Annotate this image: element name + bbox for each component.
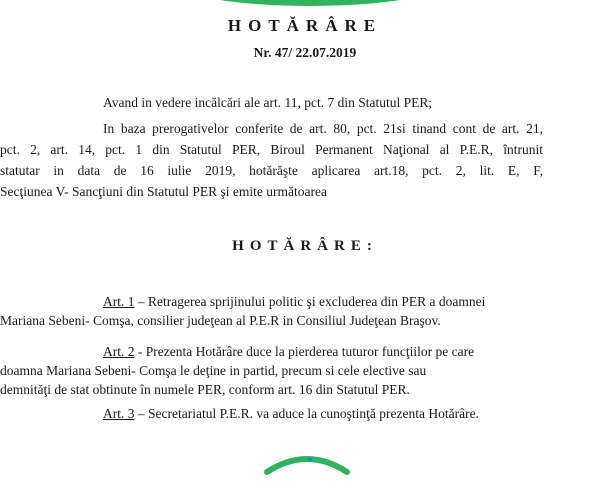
article-2 <box>0 342 543 399</box>
article-text: - Prezenta Hotărâre duce la pierderea tuturor funcţiilor pe care <box>134 344 475 359</box>
header-logo-arc <box>160 0 460 6</box>
article-text: – Retragerea sprijinului politic şi excluderea din PER a doamnei <box>134 294 486 309</box>
preamble-line: In baza prerogativelor conferite de art. 80, pct. 21si tinand cont de art. 21, <box>103 121 543 136</box>
article-3 <box>103 404 543 423</box>
article-label: Art. 3 <box>103 406 135 421</box>
preamble-line: Secţiunea V- Sancţiuni din Statutul PER şi emite următoarea <box>0 184 327 199</box>
article-label: Art. 2 <box>103 344 135 359</box>
preamble-paragraph-1: Avand in vedere incălcări ale art. 11, pct. 7 din Statutul PER; <box>103 95 433 110</box>
article-text: doamna Mariana Sebeni- Comşa le deţine in partid, precum si cele elective sau <box>0 363 427 378</box>
document-title: HOTĂRÂRE <box>227 16 383 35</box>
article-text: Mariana Sebeni- Comşa, consilier judeţean al P.E.R in Consiliul Judeţean Braşov. <box>0 313 441 328</box>
preamble-paragraph-2 <box>0 118 543 202</box>
article-1 <box>0 292 543 330</box>
decision-number: Nr. 47/ 22.07.2019 <box>253 45 357 60</box>
article-text: – Secretariatul P.E.R. va aduce la cunoştinţă prezenta Hotărâre. <box>134 406 479 421</box>
section-title: HOTĂRÂRE: <box>232 238 378 254</box>
article-label: Art. 1 <box>103 294 135 309</box>
preamble-line: statutar in data de 16 iulie 2019, hotărăşte aplicarea art.18, pct. 2, lit. E, F, <box>0 163 543 178</box>
article-text: demnităţi de stat obtinute în numele PER, conform art. 16 din Statutul PER. <box>0 382 410 397</box>
footer-logo <box>262 452 352 492</box>
preamble-line: pct. 2, art. 14, pct. 1 din Statutul PER, Biroul Permanent Naţional al P.E.R, întrunit <box>0 142 543 157</box>
